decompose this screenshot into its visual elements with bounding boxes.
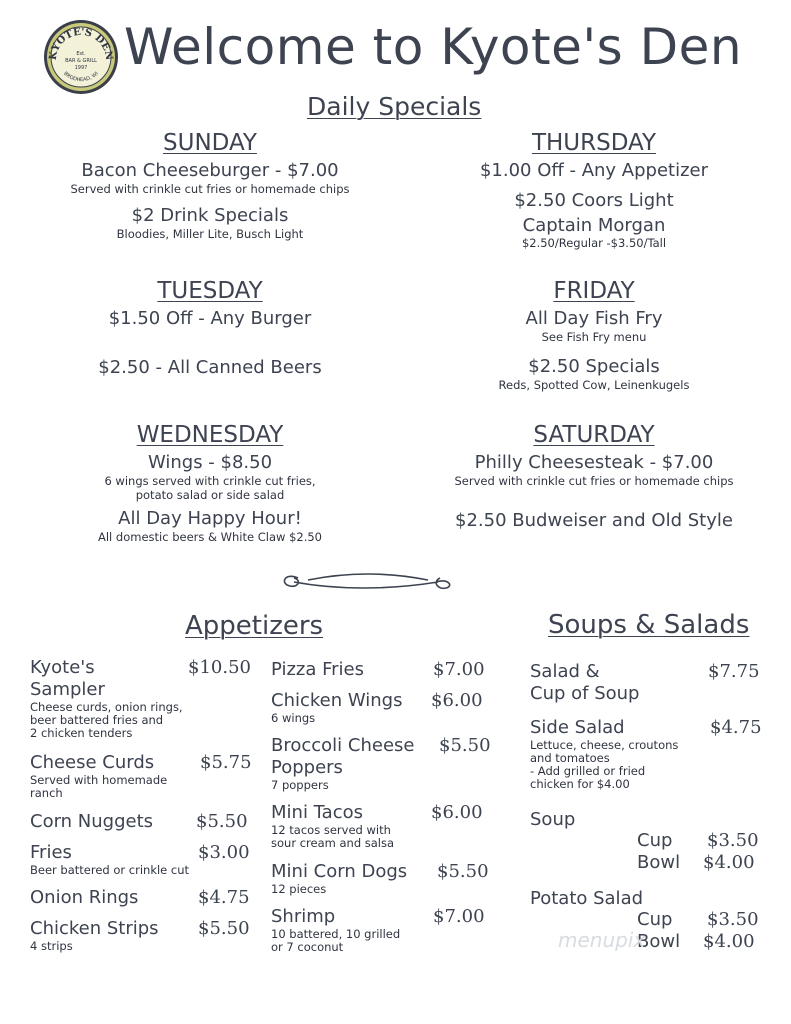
item-name: Fries bbox=[30, 842, 72, 863]
menu-item-pizza-fries bbox=[271, 659, 491, 681]
soups-salads-heading: Soups & Salads bbox=[548, 610, 750, 640]
item-name: Mini Tacos bbox=[271, 802, 363, 823]
svg-text:BAR & GRILL: BAR & GRILL bbox=[65, 58, 97, 64]
item-name: Onion Rings bbox=[30, 887, 139, 908]
special-desc: All domestic beers & White Claw $2.50 bbox=[98, 530, 322, 544]
item-desc: 7 poppers bbox=[271, 778, 329, 792]
sunday-specials bbox=[40, 130, 380, 241]
item-desc: and tomatoes bbox=[530, 751, 610, 765]
item-desc: sour cream and salsa bbox=[271, 836, 395, 850]
soup-bowl-label: Bowl bbox=[637, 852, 681, 873]
item-price: $5.50 bbox=[437, 861, 489, 882]
item-name: Broccoli Cheese bbox=[271, 735, 415, 756]
special-item: $2.50 - All Canned Beers bbox=[98, 357, 322, 378]
item-price: $5.50 bbox=[439, 735, 491, 756]
special-item: Bacon Cheeseburger - $7.00 bbox=[81, 160, 339, 181]
item-desc: Cheese curds, onion rings, bbox=[30, 700, 183, 714]
menupix-watermark: menupix bbox=[558, 928, 646, 952]
potato-salad-cup-price: $3.50 bbox=[707, 909, 759, 930]
item-desc: 6 wings bbox=[271, 711, 316, 725]
special-desc: Served with crinkle cut fries or homemade chips bbox=[454, 474, 734, 488]
day-heading: SUNDAY bbox=[163, 130, 257, 156]
day-heading: SATURDAY bbox=[533, 422, 655, 448]
saturday-specials bbox=[424, 422, 764, 531]
svg-text:1997: 1997 bbox=[74, 65, 88, 71]
thursday-specials bbox=[424, 130, 764, 250]
item-desc: Lettuce, cheese, croutons bbox=[530, 738, 679, 752]
item-price: $10.50 bbox=[188, 657, 251, 678]
item-desc: beer battered fries and bbox=[30, 713, 164, 727]
item-desc: - Add grilled or fried bbox=[530, 764, 646, 778]
day-heading: THURSDAY bbox=[531, 130, 657, 156]
item-desc: 4 strips bbox=[30, 939, 73, 953]
item-price: $6.00 bbox=[431, 690, 483, 711]
item-name: Potato Salad bbox=[530, 888, 644, 909]
potato-salad-bowl-label: Bowl bbox=[637, 931, 681, 952]
special-item: $1.50 Off - Any Burger bbox=[108, 308, 312, 329]
item-desc: 2 chicken tenders bbox=[30, 726, 133, 740]
item-desc: 10 battered, 10 grilled bbox=[271, 927, 401, 941]
special-item: Wings - $8.50 bbox=[147, 452, 273, 473]
menu-item-broccoli-cheese-poppers bbox=[271, 735, 491, 792]
item-price: $7.00 bbox=[433, 659, 485, 680]
special-desc: Bloodies, Miller Lite, Busch Light bbox=[116, 227, 304, 241]
item-desc: 12 pieces bbox=[271, 882, 327, 896]
potato-salad-bowl-price: $4.00 bbox=[703, 931, 755, 952]
item-price: $5.50 bbox=[198, 918, 250, 939]
item-price: $4.75 bbox=[198, 887, 250, 908]
soup-cup-label: Cup bbox=[637, 830, 673, 851]
kyotes-den-logo bbox=[42, 18, 120, 96]
friday-specials bbox=[424, 278, 764, 392]
special-item: $2.50 Specials bbox=[528, 356, 660, 377]
item-name: Salad & bbox=[530, 661, 600, 682]
svg-text:KYOTE'S DEN: KYOTE'S DEN bbox=[47, 26, 115, 61]
menu-item-fries bbox=[30, 842, 250, 877]
item-name: Chicken Wings bbox=[271, 690, 403, 711]
item-name: Mini Corn Dogs bbox=[271, 861, 408, 882]
day-heading: FRIDAY bbox=[553, 278, 635, 304]
ornamental-divider bbox=[278, 568, 456, 594]
day-heading: TUESDAY bbox=[157, 278, 263, 304]
item-price: $7.75 bbox=[708, 661, 760, 682]
special-desc: Served with crinkle cut fries or homemade chips bbox=[70, 182, 350, 196]
menu-item-salad-and-soup bbox=[530, 661, 770, 705]
item-desc: or 7 coconut bbox=[271, 940, 344, 954]
menu-item-corn-nuggets bbox=[30, 811, 250, 833]
item-name: Cup of Soup bbox=[530, 683, 640, 704]
special-item: $2.50 Coors Light bbox=[514, 190, 674, 211]
tuesday-specials bbox=[40, 278, 380, 378]
item-desc: 12 tacos served with bbox=[271, 823, 391, 837]
potato-salad-cup-label: Cup bbox=[637, 909, 673, 930]
soup-cup-price: $3.50 bbox=[707, 830, 759, 851]
special-desc: $2.50/Regular -$3.50/Tall bbox=[521, 236, 667, 250]
item-name: Chicken Strips bbox=[30, 918, 159, 939]
special-desc: See Fish Fry menu bbox=[541, 330, 647, 344]
item-price: $7.00 bbox=[433, 906, 485, 927]
page-title: Welcome to Kyote's Den bbox=[124, 18, 743, 76]
special-item: All Day Happy Hour! bbox=[118, 508, 302, 529]
item-desc: ranch bbox=[30, 786, 63, 800]
item-name: Kyote's bbox=[30, 657, 95, 678]
special-desc: 6 wings served with crinkle cut fries, bbox=[104, 474, 316, 488]
item-desc: Beer battered or crinkle cut bbox=[30, 863, 190, 877]
item-price: $6.00 bbox=[431, 802, 483, 823]
item-price: $5.75 bbox=[200, 752, 252, 773]
item-price: $3.00 bbox=[198, 842, 250, 863]
item-name: Soup bbox=[530, 809, 576, 830]
menu-item-side-salad bbox=[530, 717, 770, 791]
special-item: Philly Cheesesteak - $7.00 bbox=[474, 452, 714, 473]
special-item: Captain Morgan bbox=[522, 215, 666, 236]
wednesday-specials bbox=[40, 422, 380, 544]
svg-text:BRODHEAD, WI: BRODHEAD, WI bbox=[62, 70, 100, 84]
special-item: $1.00 Off - Any Appetizer bbox=[479, 160, 709, 181]
menu-item-chicken-strips bbox=[30, 918, 250, 953]
item-name: Sampler bbox=[30, 679, 105, 700]
menu-item-mini-tacos bbox=[271, 802, 491, 850]
item-price: $4.75 bbox=[710, 717, 762, 738]
menu-item-shrimp bbox=[271, 906, 491, 954]
item-desc: Served with homemade bbox=[30, 773, 168, 787]
appetizers-heading: Appetizers bbox=[185, 611, 324, 641]
menu-item-mini-corn-dogs bbox=[271, 861, 491, 896]
menu-item-cheese-curds bbox=[30, 752, 250, 800]
daily-specials-heading: Daily Specials bbox=[307, 92, 482, 121]
special-desc: Reds, Spotted Cow, Leinenkugels bbox=[498, 378, 690, 392]
item-name: Poppers bbox=[271, 757, 343, 778]
soup-bowl-price: $4.00 bbox=[703, 852, 755, 873]
menu-item-onion-rings bbox=[30, 887, 250, 909]
menu-item-soup bbox=[530, 809, 770, 879]
day-heading: WEDNESDAY bbox=[136, 422, 284, 448]
item-desc: chicken for $4.00 bbox=[530, 777, 630, 791]
item-name: Pizza Fries bbox=[271, 659, 365, 680]
item-price: $5.50 bbox=[196, 811, 248, 832]
special-item: $2.50 Budweiser and Old Style bbox=[455, 510, 733, 531]
special-item: All Day Fish Fry bbox=[525, 308, 663, 329]
item-name: Cheese Curds bbox=[30, 752, 155, 773]
item-name: Shrimp bbox=[271, 906, 336, 927]
special-desc: potato salad or side salad bbox=[135, 488, 285, 502]
special-item: $2 Drink Specials bbox=[131, 205, 289, 226]
item-name: Corn Nuggets bbox=[30, 811, 154, 832]
menu-item-chicken-wings bbox=[271, 690, 491, 725]
item-name: Side Salad bbox=[530, 717, 625, 738]
svg-text:Est.: Est. bbox=[76, 51, 86, 57]
menu-item-kyotes-sampler bbox=[30, 657, 250, 740]
